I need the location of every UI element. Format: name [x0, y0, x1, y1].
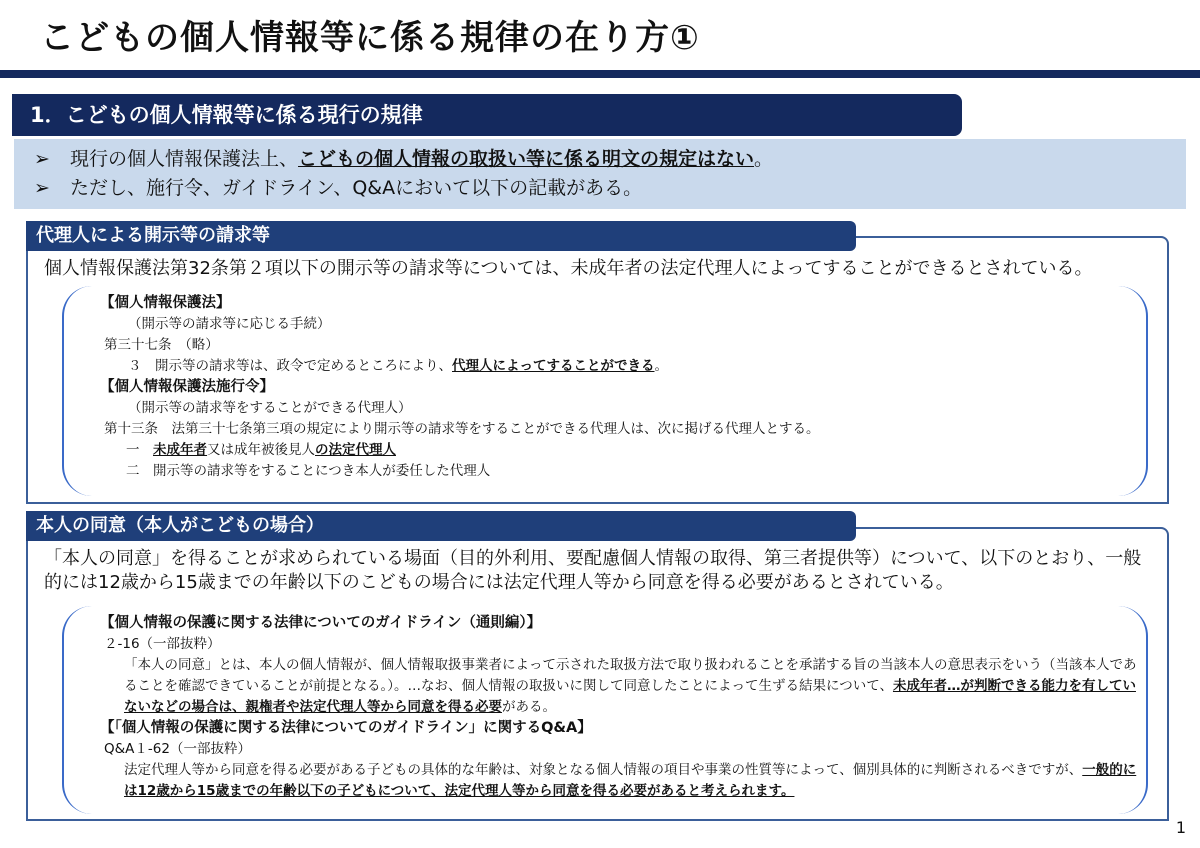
order-item-2: 二 開示等の請求等をすることにつき本人が委任した代理人 — [126, 463, 491, 479]
order-title: 【個人情報保護法施行令】 — [100, 379, 274, 395]
bullet-1-emphasis: こどもの個人情報の取扱い等に係る明文の規定はない — [298, 148, 755, 170]
arrow-bullet-icon: ➢ — [34, 148, 50, 170]
bullet-1-end: 。 — [754, 148, 774, 170]
order-item-emphasis: 未成年者 — [153, 442, 207, 458]
intro-bullet-1 — [34, 145, 1186, 174]
law-title: 【個人情報保護法】 — [100, 295, 231, 311]
law-item-emphasis: 代理人によってすることができる — [452, 358, 655, 374]
title-rule — [0, 70, 1200, 78]
bullet-1-text: 現行の個人情報保護法上、 — [70, 148, 299, 170]
order-article: 第十三条 法第三十七条第三項の規定により開示等の請求等をすることができる代理人は、次に掲げる代理人とする。 — [104, 421, 820, 437]
qa-text-emphasis: 一般的には12歳から15歳までの年齢以下の子どもについて、法定代理人等から同意を得る必要があると考えられます。 — [124, 762, 1137, 799]
qa-title: 【「個人情報の保護に関する法律についてのガイドライン」に関するQ&A】 — [100, 720, 592, 736]
left-bracket — [62, 606, 92, 814]
page-title: こどもの個人情報等に係る規律の在り方① — [40, 18, 700, 58]
right-bracket — [1118, 286, 1148, 496]
page-number: 1 — [1175, 818, 1186, 837]
order-caption: （開示等の請求等をすることができる代理人） — [128, 400, 412, 416]
law-article: 第三十七条 （略） — [104, 337, 219, 353]
law-caption: （開示等の請求等に応じる手続） — [128, 316, 331, 332]
law-excerpts — [100, 293, 1120, 482]
qa-ref: Q&A１-62（一部抜粋） — [104, 741, 251, 757]
law-item-text: ３ 開示等の請求等は、政令で定めるところにより、 — [128, 358, 452, 374]
order-item-1 — [100, 440, 1120, 461]
guideline-excerpts — [100, 613, 1140, 802]
guideline-title: 【個人情報の保護に関する法律についてのガイドライン（通則編）】 — [100, 615, 542, 631]
guideline-text — [100, 655, 1140, 718]
guideline-text-body: 「本人の同意」とは、本人の個人情報が、個人情報取扱事業者によって示された取扱方法で取り扱われることを承諾する旨の当該本人の意思表示をいう（当該本人であることを確認できていることが前提となる。）。…なお、個人情報の取扱いに関して同意したことによって生ずる結果について、 — [124, 657, 1137, 694]
order-item-text: 又は成年被後見人 — [207, 442, 315, 458]
order-item-num: 一 — [126, 442, 153, 458]
agent-request-lead: 個人情報保護法第32条第２項以下の開示等の請求等については、未成年者の法定代理人によってすることができるとされている。 — [44, 258, 1093, 279]
arrow-bullet-icon: ➢ — [34, 177, 50, 199]
order-item-emphasis: の法定代理人 — [315, 442, 396, 458]
qa-text — [100, 760, 1140, 802]
guideline-text-emphasis: 未成年者…が判断できる能力を有していないなどの場合は、親権者や法定代理人等から同意を得る必要 — [124, 678, 1136, 715]
intro-bullet-2 — [34, 174, 1186, 203]
consent-lead: 「本人の同意」を得ることが求められている場面（目的外利用、要配慮個人情報の取得、第三者提供等）について、以下のとおり、一般的には12歳から15歳までの年齢以下のこどもの場合には法定代理人等から同意を得る必要があるとされている。 — [44, 548, 1142, 593]
agent-request-heading: 代理人による開示等の請求等 — [26, 221, 856, 251]
intro-band — [14, 139, 1186, 209]
qa-text-body: 法定代理人等から同意を得る必要がある子どもの具体的な年齢は、対象となる個人情報の項目や事業の性質等によって、個別具体的に判断されるべきですが、 — [124, 762, 1083, 778]
law-item — [100, 356, 1120, 377]
section-heading: 1．こどもの個人情報等に係る現行の規律 — [12, 94, 962, 136]
law-item-end: 。 — [654, 358, 668, 374]
guideline-text-end: がある。 — [502, 699, 556, 715]
left-bracket — [62, 286, 92, 496]
consent-heading: 本人の同意（本人がこどもの場合） — [26, 511, 856, 541]
guideline-ref: ２-16（一部抜粋） — [104, 636, 221, 652]
bullet-2-text: ただし、施行令、ガイドライン、Q&Aにおいて以下の記載がある。 — [70, 177, 643, 199]
